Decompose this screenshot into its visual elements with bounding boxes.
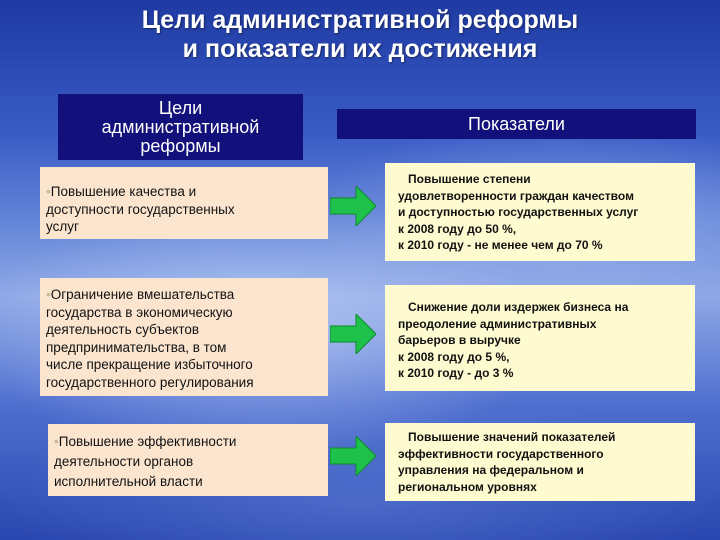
right-arrow-icon bbox=[330, 186, 376, 226]
indicator-2-line-1: Снижение доли издержек бизнеса на bbox=[408, 300, 629, 314]
goals-header-line-3: реформы bbox=[140, 135, 221, 156]
indicator-2-line-2: преодоление административных bbox=[398, 316, 597, 331]
right-arrow-icon bbox=[330, 436, 376, 476]
indicator-2-line-5: к 2010 году - до 3 % bbox=[398, 366, 514, 380]
bullet-icon: • bbox=[46, 287, 51, 302]
indicator-3-line-3: управления на федеральном и bbox=[398, 463, 584, 477]
indicator-2-line-3: барьеров в выручке bbox=[398, 333, 521, 347]
indicator-3-line-1: Повышение значений показателей bbox=[408, 430, 616, 444]
goal-2-line-1: •Ограничение вмешательства bbox=[46, 287, 235, 302]
indicator-1-line-1: Повышение степени bbox=[408, 172, 531, 186]
goal-1-line-1: •Повышение качества и bbox=[46, 184, 197, 199]
goal-2-line-4: предпринимательства, в том bbox=[46, 339, 227, 355]
goal-box-3 bbox=[48, 424, 328, 496]
goal-3-line-3: исполнительной власти bbox=[54, 474, 203, 489]
goal-2-line-3: деятельность субъектов bbox=[46, 322, 200, 337]
indicator-1-line-3: и доступностью государственных услуг bbox=[398, 205, 639, 219]
goal-2-line-5: числе прекращение избыточного bbox=[46, 357, 253, 372]
slide-title-line-1: Цели административной реформы bbox=[141, 6, 579, 34]
slide-title bbox=[0, 6, 720, 64]
goal-box-1 bbox=[40, 167, 328, 239]
goal-1-line-3: услуг bbox=[46, 219, 79, 234]
slide-title-line-2: и показатели их достижения bbox=[182, 35, 538, 63]
goal-1-line-2: доступности государственных bbox=[46, 201, 235, 217]
goals-header-line-2: административной bbox=[101, 116, 260, 137]
indicators-header: Показатели bbox=[337, 109, 696, 139]
goals-header bbox=[58, 94, 303, 160]
indicator-1-line-5: к 2010 году - не менее чем до 70 % bbox=[398, 238, 603, 252]
indicator-2-line-4: к 2008 году до 5 %, bbox=[398, 349, 510, 364]
goal-box-2 bbox=[40, 278, 328, 396]
goal-2-line-2: государства в экономическую bbox=[46, 304, 233, 320]
indicator-1-line-2: удовлетворенности граждан качеством bbox=[398, 188, 634, 203]
indicator-1-line-4: к 2008 году до 50 %, bbox=[398, 221, 517, 236]
bullet-icon: • bbox=[46, 184, 51, 199]
indicator-3-line-2: эффективности государственного bbox=[398, 446, 604, 461]
indicator-box-3 bbox=[385, 423, 695, 501]
indicator-box-1 bbox=[385, 163, 695, 261]
goals-header-line-1: Цели bbox=[158, 97, 203, 118]
goal-3-line-2: деятельности органов bbox=[54, 454, 194, 469]
right-arrow-icon bbox=[330, 314, 376, 354]
bullet-icon: • bbox=[54, 434, 59, 449]
goal-3-line-1: •Повышение эффективности bbox=[54, 434, 237, 449]
goal-2-line-6: государственного регулирования bbox=[46, 374, 254, 390]
indicator-box-2 bbox=[385, 285, 695, 391]
indicator-3-line-4: региональном уровнях bbox=[398, 479, 537, 494]
